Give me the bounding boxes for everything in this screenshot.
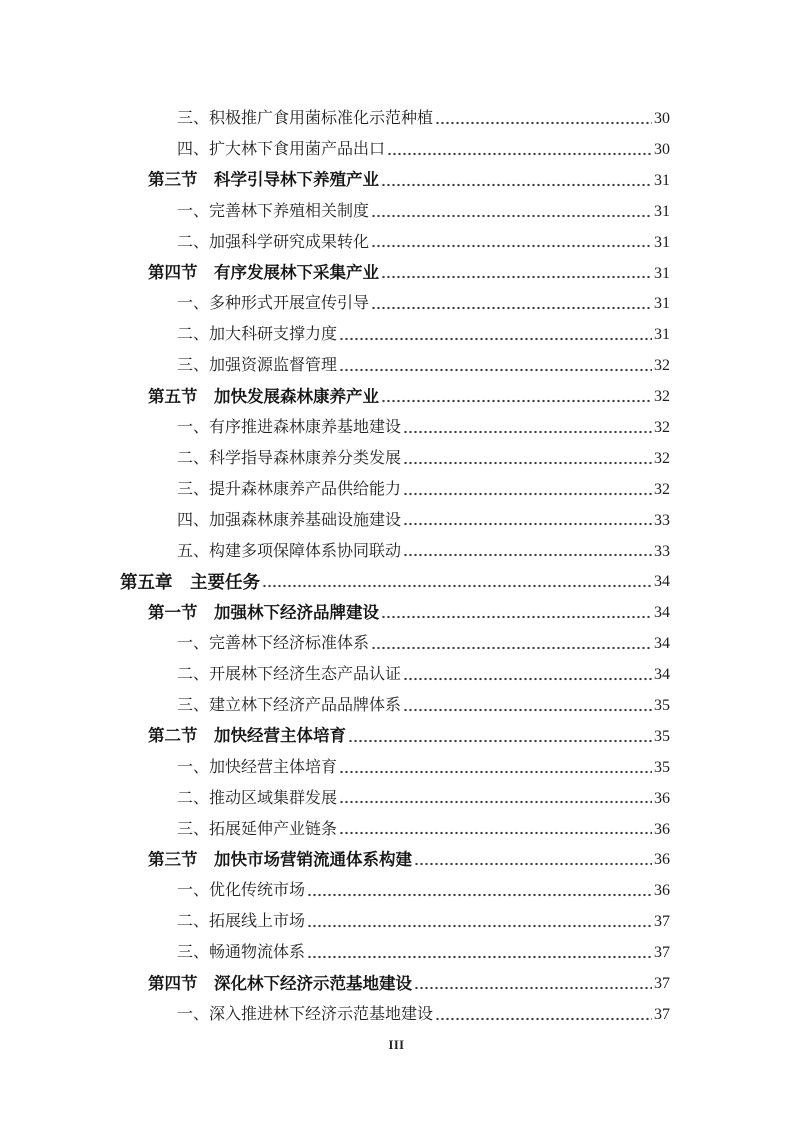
toc-row <box>120 529 670 560</box>
toc-row <box>120 746 670 777</box>
toc-row <box>120 622 670 653</box>
toc-dotted-leader <box>435 120 652 125</box>
toc-dotted-leader <box>403 521 652 526</box>
toc-entry-page: 31 <box>654 233 670 251</box>
toc-dotted-leader <box>371 645 652 650</box>
toc-entry-text: 第五章 主要任务 <box>120 571 260 592</box>
toc-entry-page: 37 <box>654 913 670 931</box>
toc-entry-page: 35 <box>654 697 670 715</box>
toc-entry-page: 31 <box>654 171 670 189</box>
toc-dotted-leader <box>381 614 652 619</box>
toc-entry-page: 32 <box>654 419 670 436</box>
toc-entry-text: 五、构建多项保障体系协同联动 <box>177 542 402 560</box>
toc-row <box>120 591 670 622</box>
toc-entry-text: 一、深入推进林下经济示范基地建设 <box>177 1005 434 1023</box>
toc-dotted-leader <box>435 1016 652 1021</box>
toc-row <box>120 900 670 931</box>
toc-entry-text: 第五节 加快发展森林康养产业 <box>148 387 379 406</box>
toc-entry-text: 第四节 有序发展林下采集产业 <box>148 264 379 283</box>
toc-entry-text: 三、提升森林康养产品供给能力 <box>177 480 402 498</box>
toc-entry-text: 第二节 加快经营主体培育 <box>148 727 346 746</box>
toc-entry-text: 三、加强资源监督管理 <box>177 357 338 375</box>
toc-entry-page: 35 <box>654 727 670 745</box>
toc-entry-text: 三、积极推广食用菌标准化示范种植 <box>177 110 434 128</box>
toc-row <box>120 653 670 684</box>
toc-entry-text: 二、加强科学研究成果转化 <box>177 233 370 251</box>
toc-row <box>120 993 670 1024</box>
toc-row <box>120 468 670 499</box>
toc-dotted-leader <box>403 429 652 434</box>
toc-entry-text: 三、拓展延伸产业链条 <box>177 820 338 838</box>
toc-entry-page: 34 <box>654 573 670 591</box>
toc-row <box>120 777 670 808</box>
toc-dotted-leader <box>387 151 652 156</box>
toc-dotted-leader <box>381 274 652 279</box>
toc-list <box>120 97 670 1024</box>
toc-entry-page: 37 <box>654 1005 670 1023</box>
toc-entry-page: 32 <box>654 357 670 375</box>
toc-entry-page: 36 <box>654 851 670 869</box>
page-number-footer: III <box>388 1038 405 1052</box>
toc-entry-text: 第一节 加强林下经济品牌建设 <box>148 603 379 622</box>
toc-dotted-leader <box>381 398 652 403</box>
toc-entry-page: 31 <box>654 202 670 220</box>
toc-row <box>120 97 670 128</box>
toc-dotted-leader <box>414 985 652 990</box>
toc-dotted-leader <box>339 367 652 372</box>
toc-entry-text: 三、畅通物流体系 <box>177 944 306 962</box>
toc-dotted-leader <box>339 799 652 804</box>
toc-entry-page: 36 <box>654 882 670 900</box>
toc-entry-page: 31 <box>654 326 670 344</box>
toc-row <box>120 684 670 715</box>
toc-entry-page: 32 <box>654 388 670 406</box>
toc-dotted-leader <box>403 460 652 465</box>
toc-row <box>120 406 670 437</box>
toc-row <box>120 931 670 962</box>
toc-entry-page: 37 <box>654 944 670 962</box>
toc-entry-text: 一、加快经营主体培育 <box>177 758 338 776</box>
toc-entry-text: 二、拓展线上市场 <box>177 913 306 931</box>
toc-row <box>120 375 670 406</box>
toc-entry-page: 31 <box>654 264 670 282</box>
toc-row <box>120 807 670 838</box>
toc-entry-page: 30 <box>654 110 670 128</box>
toc-dotted-leader <box>403 707 652 712</box>
toc-row <box>120 560 670 591</box>
toc-row <box>120 221 670 252</box>
toc-row <box>120 869 670 900</box>
toc-entry-text: 一、完善林下养殖相关制度 <box>177 202 370 220</box>
toc-entry-text: 第四节 深化林下经济示范基地建设 <box>148 974 412 993</box>
toc-row <box>120 715 670 746</box>
toc-entry-page: 33 <box>654 542 670 560</box>
toc-dotted-leader <box>403 552 652 557</box>
toc-dotted-leader <box>371 243 652 248</box>
toc-dotted-leader <box>339 336 652 341</box>
toc-row <box>120 344 670 375</box>
toc-dotted-leader <box>339 769 652 774</box>
toc-entry-text: 三、建立林下经济产品品牌体系 <box>177 697 402 715</box>
toc-entry-text: 一、多种形式开展宣传引导 <box>177 295 370 313</box>
toc-entry-page: 36 <box>654 820 670 838</box>
toc-row <box>120 437 670 468</box>
toc-entry-text: 四、扩大林下食用菌产品出口 <box>177 140 386 158</box>
toc-row <box>120 128 670 159</box>
toc-entry-page: 36 <box>654 789 670 807</box>
toc-entry-page: 32 <box>654 480 670 498</box>
toc-entry-text: 第三节 科学引导林下养殖产业 <box>148 171 379 190</box>
toc-row <box>120 499 670 530</box>
toc-dotted-leader <box>348 738 652 743</box>
toc-entry-page: 30 <box>654 140 670 158</box>
toc-entry-page: 37 <box>654 975 670 993</box>
toc-entry-text: 二、推动区域集群发展 <box>177 789 338 807</box>
toc-dotted-leader <box>403 491 652 496</box>
toc-entry-text: 第三节 加快市场营销流通体系构建 <box>148 850 412 869</box>
toc-entry-page: 31 <box>654 295 670 313</box>
toc-dotted-leader <box>307 954 652 959</box>
toc-row <box>120 159 670 190</box>
toc-dotted-leader <box>414 861 652 866</box>
toc-row <box>120 838 670 869</box>
toc-row <box>120 313 670 344</box>
toc-entry-text: 一、优化传统市场 <box>177 882 306 900</box>
toc-dotted-leader <box>403 676 652 681</box>
toc-row <box>120 190 670 221</box>
toc-dotted-leader <box>307 923 652 928</box>
toc-dotted-leader <box>381 182 652 187</box>
toc-dotted-leader <box>371 213 652 218</box>
toc-dotted-leader <box>371 305 652 310</box>
toc-row <box>120 962 670 993</box>
toc-entry-text: 四、加强森林康养基础设施建设 <box>177 511 402 529</box>
toc-entry-page: 34 <box>654 604 670 622</box>
toc-entry-page: 35 <box>654 758 670 776</box>
toc-row <box>120 251 670 282</box>
toc-entry-page: 34 <box>654 666 670 684</box>
toc-entry-text: 二、科学指导森林康养分类发展 <box>177 449 402 467</box>
toc-entry-text: 二、加大科研支撑力度 <box>177 326 338 344</box>
toc-entry-page: 33 <box>654 511 670 529</box>
toc-dotted-leader <box>339 830 652 835</box>
toc-entry-page: 34 <box>654 635 670 653</box>
toc-dotted-leader <box>307 892 652 897</box>
toc-entry-text: 一、完善林下经济标准体系 <box>177 635 370 653</box>
toc-entry-text: 二、开展林下经济生态产品认证 <box>177 666 402 684</box>
toc-row <box>120 282 670 313</box>
toc-entry-text: 一、有序推进森林康养基地建设 <box>177 419 402 436</box>
toc-entry-page: 32 <box>654 449 670 467</box>
toc-dotted-leader <box>262 583 652 588</box>
